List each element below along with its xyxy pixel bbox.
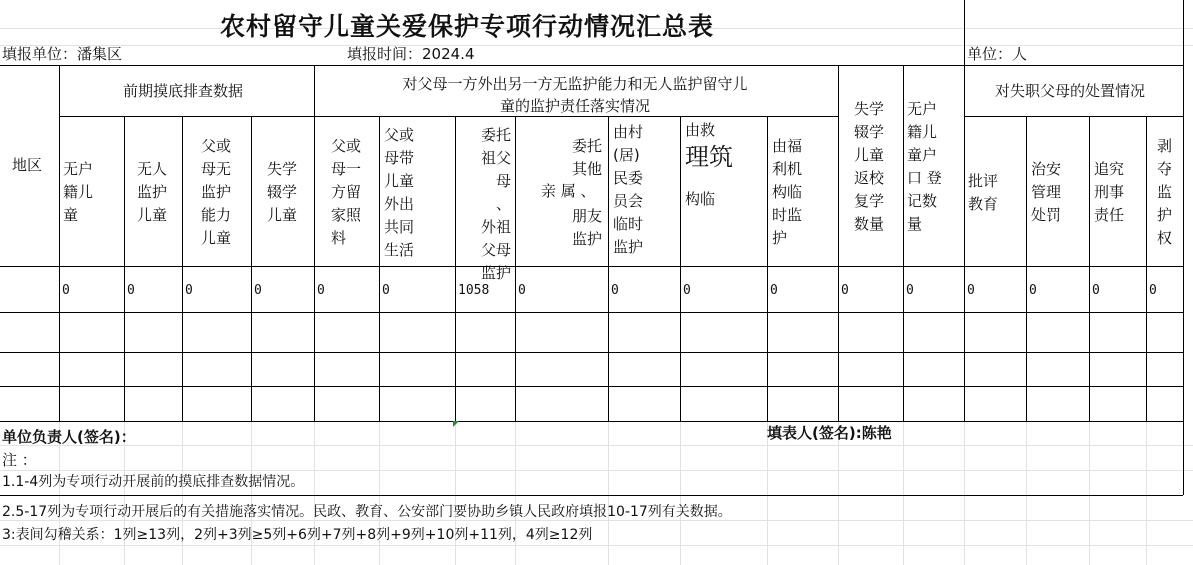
cell-col-4[interactable]: 0 [254,283,262,298]
cell-col-17[interactable]: 0 [1149,283,1157,298]
col-header-4: 失学 辍学 儿童 [267,160,298,224]
cell-col-5[interactable]: 0 [317,283,325,298]
col-header-7: 委托 祖父 母 、 外祖 父母 监护 [480,126,511,282]
cell-col-6[interactable]: 0 [382,283,390,298]
col-header-2: 无人 监护 儿童 [137,160,168,224]
cell-col-8[interactable]: 0 [518,283,526,298]
cell-col-13[interactable]: 0 [906,283,914,298]
cell-col-16[interactable]: 0 [1092,283,1100,298]
cell-col-12[interactable]: 0 [841,283,849,298]
filler-signature: 填表人(签名):陈艳 [767,424,892,442]
cell-col-7[interactable]: 1058 [458,283,490,298]
note-2: 2.5-17列为专项行动开展后的有关措施落实情况。民政、教育、公安部门要协助乡镇人民政府填报10-17列有关数据。 [2,504,732,520]
cell-col-11[interactable]: 0 [770,283,778,298]
col-header-9: 由村 (居) 民委 员会 临时 监护 [613,123,644,256]
col-header-1: 无户 籍儿 童 [63,160,94,224]
col-header-8-mid: 亲 属 、 [541,182,596,200]
col-header-region: 地区 [12,156,43,174]
note-3: 3:表间勾稽关系：1列≥13列，2列+3列≥5列+6列+7列+8列+9列+10列+11列，4列≥12列 [2,527,593,543]
cell-col-9[interactable]: 0 [611,283,619,298]
col-header-10-mid: 理筑 [685,143,733,171]
page-title: 农村留守儿童关爱保护专项行动情况汇总表 [220,12,715,41]
cell-col-14[interactable]: 0 [967,283,975,298]
cell-col-15[interactable]: 0 [1029,283,1037,298]
col-header-5: 父或 母一 方留 家照 料 [331,137,362,247]
note-label: 注 ： [2,451,37,469]
cell-col-10[interactable]: 0 [683,283,691,298]
col-header-12: 失学 辍学 儿童 返校 复学 数量 [854,100,885,233]
col-header-10-top: 由救 [685,121,716,139]
group-header-prior: 前期摸底排查数据 [123,82,244,100]
note-1: 1.1-4列为专项行动开展前的摸底排查数据情况。 [2,474,305,490]
reporting-time: 填报时间：2024.4 [347,45,475,63]
leader-signature: 单位负责人(签名)： [2,428,136,446]
col-header-6: 父或 母带 儿童 外出 共同 生活 [384,126,415,259]
col-header-8-top: 委托 其他 [572,137,603,178]
col-header-11: 由福 利机 构临 时监 护 [772,137,803,247]
col-header-10-bottom: 构临 [685,190,716,208]
col-header-16: 追究 刑事 责任 [1094,160,1125,224]
cell-col-1[interactable]: 0 [62,283,70,298]
reporting-unit: 填报单位：潘集区 [2,45,123,63]
col-header-13: 无户 籍儿 童户 口 登 记数 量 [907,100,942,233]
col-header-3: 父或 母无 监护 能力 儿童 [201,137,232,247]
col-header-8-bottom: 朋友 监护 [572,207,603,248]
unit-label: 单位：人 [967,45,1028,63]
col-header-15: 治安 管理 处罚 [1031,160,1062,224]
col-header-14: 批评 教育 [968,172,999,213]
cell-col-3[interactable]: 0 [185,283,193,298]
cell-col-2[interactable]: 0 [127,283,135,298]
col-header-17: 剥 夺 监 护 权 [1157,137,1173,247]
group-header-parents: 对失职父母的处置情况 [995,82,1146,100]
group-header-guardianship: 对父母一方外出另一方无监护能力和无人监护留守儿 童的监护责任落实情况 [402,75,748,115]
